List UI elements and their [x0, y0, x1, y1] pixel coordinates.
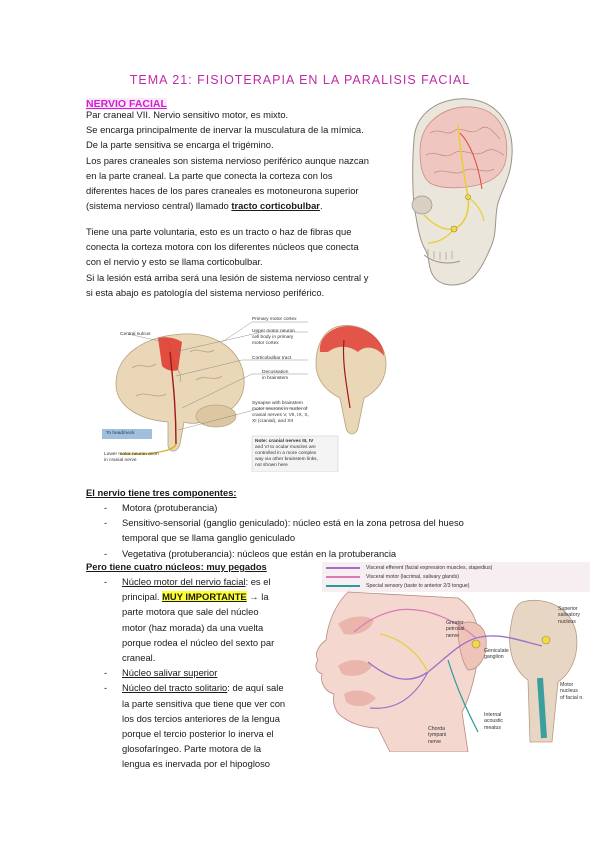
legend-item-visceral-efferent: Visceral efferent (facial expression muscles, stapedius): [366, 565, 493, 571]
decussation-line: in brainstem: [262, 376, 289, 381]
synapse-line: Synapse with brainstem: [252, 401, 303, 406]
para2-line: si esta abajo es patología del sistema nervioso periférico.: [86, 286, 325, 298]
list-item-continuation: glosofaríngeo. Parte motora de la: [122, 743, 262, 755]
list-item-continuation: [104, 530, 464, 545]
nuclei-list: [104, 574, 285, 772]
intro-last-suffix: .: [319, 200, 323, 212]
umn-line: motor cortex: [252, 341, 279, 346]
lmn-line: Lower motor neuron axon: [104, 452, 159, 457]
list-bullet: -: [104, 517, 108, 529]
label-geniculate-ganglion: [484, 648, 509, 661]
decussation-line: Decussation: [262, 370, 289, 375]
list-item: [104, 515, 464, 530]
intro-last-prefix: (sistema nervioso central) llamado: [86, 200, 232, 212]
skull-facial-nerve-illustration: [394, 93, 518, 289]
list-item-continuation: parte motora que sale del núcleo: [122, 606, 259, 618]
note-line: Note: cranial nerves III, IV: [255, 439, 314, 444]
list-bullet: -: [104, 502, 108, 513]
list-bullet: -: [104, 547, 108, 559]
components-heading: [86, 485, 237, 500]
nucleus-text: : es el: [245, 576, 271, 587]
tracto-corticobulbar-term: tracto corticobulbar: [231, 200, 320, 212]
motor-line: Motor: [560, 682, 574, 688]
chorda-line: Chorda: [428, 726, 446, 732]
para2-line: Tiene una parte voluntaria, esto es un tracto o haz de fibras que: [86, 226, 352, 237]
label-chorda-tympani: [428, 726, 446, 745]
legend-item-visceral-motor: Visceral motor (lacrimal, salivary glands): [366, 574, 460, 580]
intro-line: Par craneal VII. Nervio sensitivo motor, es mixto.: [86, 109, 289, 120]
list-item-continuation: la parte sensitiva que tiene que ver con: [122, 697, 286, 709]
chorda-line: nerve: [428, 738, 441, 745]
muy-importante-highlight: MUY IMPORTANTE: [162, 591, 247, 603]
intro-line: diferentes haces de los pares craneales es motoneurona superior: [86, 185, 359, 197]
intro-paragraph: [86, 107, 369, 213]
components-list: [104, 500, 464, 561]
list-bullet: -: [104, 576, 108, 587]
intro-line: Se encarga principalmente de inervar la musculatura de la mímica.: [86, 124, 364, 136]
label-corticobulbar-tract: Corticobulbar tract: [252, 356, 292, 361]
synapse-line: XI (cranial), and XII: [252, 419, 294, 424]
superior-line: Superior: [558, 606, 578, 612]
list-item: [104, 574, 285, 589]
label-lower-motor-neuron: [104, 452, 159, 464]
internal-line: Internal: [484, 712, 502, 718]
intro-line-last: [86, 198, 369, 213]
intro-line: Los pares craneales son sistema nervioso periférico aunque nazcan: [86, 154, 369, 166]
voluntary-paragraph: [86, 224, 368, 300]
list-item-continuation: lengua es inervada por el hipogloso: [122, 758, 271, 770]
list-item: [104, 500, 464, 515]
label-primary-motor-cortex: Primary motor cortex: [252, 317, 297, 322]
nucleus-text: principal.: [122, 591, 163, 603]
synapse-line: cranial nerves V, VII, IX, X,: [252, 413, 309, 418]
nucleus-solitario-term: Núcleo del tracto solitario: [122, 682, 228, 694]
label-synapse: [252, 401, 309, 425]
nuclei-heading-text: Pero tiene cuatro núcleos: muy pegados: [86, 561, 267, 572]
label-note: [255, 439, 318, 469]
label-greater-petrosal: [446, 620, 464, 639]
label-superior-salivatory: [558, 606, 580, 625]
list-item-continuation: [104, 589, 285, 604]
geniculate-line: ganglion: [484, 654, 504, 661]
facial-nerve-drawing: [308, 562, 590, 752]
list-bullet: -: [104, 667, 108, 679]
note-line: controlled in a more complex: [255, 451, 317, 456]
nucleus-text: : de aquí sale: [227, 682, 284, 694]
motor-line: nucleus: [560, 688, 578, 695]
internal-line: acoustic: [484, 718, 504, 725]
para2-line: conecta la corteza motora con los diferentes núcleos que conecta: [86, 241, 359, 253]
note-line: not shown here: [255, 463, 288, 468]
component-text: Motora (protuberancia): [122, 502, 218, 513]
label-to-head-neck: To head/neck: [106, 431, 135, 436]
label-decussation: [262, 370, 288, 382]
greater-line: nerve: [446, 632, 459, 639]
note-line: and VI to ocular muscles are: [255, 445, 316, 450]
component-text: Vegetativa (protuberancia): núcleos que están en la protuberancia: [122, 547, 397, 559]
umn-line: Upper motor neuron: [252, 329, 295, 334]
note-line: way via other brainstem links,: [255, 457, 318, 462]
umn-line: cell body in primary: [252, 335, 294, 340]
list-item-continuation: craneal.: [122, 652, 156, 664]
superior-line: salivatory: [558, 612, 580, 619]
list-item-continuation: porque rodea el núcleo del sexto par: [122, 636, 275, 648]
synapse-line: motor neurons in nuclei of: [252, 407, 308, 412]
facial-nerve-figure: [308, 562, 590, 752]
internal-line: meatus: [484, 724, 502, 731]
greater-line: petrosal: [446, 626, 465, 633]
intro-line: De la parte sensitiva se encarga el trigémino.: [86, 139, 274, 151]
section-heading-text: NERVIO FACIAL: [86, 98, 167, 110]
document-title: TEMA 21: FISIOTERAPIA EN LA PARALISIS FACIAL: [129, 73, 471, 87]
greater-line: Greater: [446, 620, 464, 626]
legend-item-special-sensory: Special sensory (taste to anterior 2/3 tongue): [366, 583, 470, 589]
component-text: Sensitivo-sensorial (ganglio geniculado): núcleo está en la zona petrosa del hueso: [122, 517, 464, 529]
chorda-line: tympani: [428, 732, 447, 739]
geniculate-line: Geniculate: [484, 648, 509, 654]
label-upper-motor-neuron: [252, 329, 295, 347]
nucleus-motor-term: Núcleo motor del nervio facial: [122, 576, 246, 587]
motor-line: of facial n.: [560, 694, 584, 701]
list-item-continuation: porque el tercio posterior lo inerva el: [122, 728, 274, 740]
label-motor-nucleus: [560, 682, 584, 701]
label-central-sulcus: Central sulcus: [120, 332, 151, 337]
components-heading-text: El nervio tiene tres componentes:: [86, 487, 237, 498]
list-item: [104, 665, 285, 680]
label-internal-acoustic-meatus: [484, 712, 503, 731]
list-item: [104, 680, 285, 695]
corticobulbar-figure: [102, 312, 392, 472]
lmn-line: in cranial nerve: [104, 458, 137, 463]
nucleus-salivar-term: Núcleo salivar superior: [122, 667, 218, 679]
para2-line: con el nervio y esto se llama corticobulbar.: [86, 256, 263, 268]
para2-line: Si la lesión está arriba será una lesión de sistema nervioso central y: [86, 271, 369, 283]
nuclei-heading: [86, 559, 267, 574]
nucleus-text: → la: [246, 591, 269, 603]
list-bullet: -: [104, 682, 108, 694]
list-item-continuation: motor (haz morada) da una vuelta: [122, 621, 264, 633]
superior-line: nucleus: [558, 618, 576, 625]
intro-line: en la parte craneal. La parte que conecta la corteza con los: [86, 169, 333, 181]
component-text: temporal que se llama ganglio geniculado: [122, 532, 296, 544]
list-item-continuation: los dos tercios anteriores de la lengua: [122, 712, 280, 724]
